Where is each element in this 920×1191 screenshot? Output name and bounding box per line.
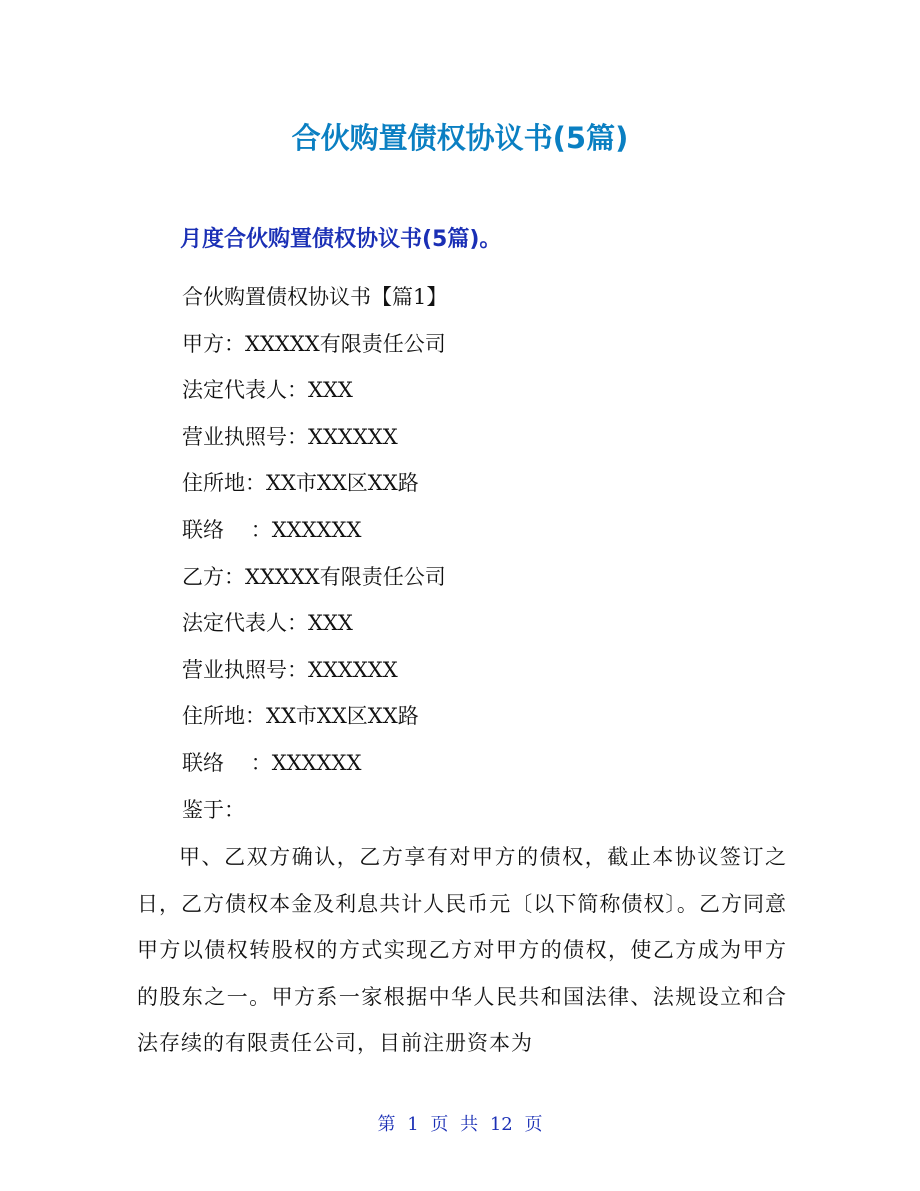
page-number-footer: 第 1 页 共 12 页 — [377, 1114, 543, 1135]
section-heading: 合伙购置债权协议书【篇1】 — [182, 285, 448, 309]
party-a-name: 甲方：XXXXX有限责任公司 — [182, 331, 446, 356]
party-a-address: 住所地：XX市XX区XX路 — [182, 471, 419, 496]
document-title: 合伙购置债权协议书(5篇) — [291, 121, 629, 155]
party-a-contact: 联络 ：XXXXXX — [182, 517, 362, 542]
body-paragraph: 甲、乙双方确认，乙方享有对甲方的债权，截止本协议签订之日，乙方债权本金及利息共计人民币元〔以下简称债权〕。乙方同意甲方以债权转股权的方式实现乙方对甲方的债权，使乙方成为甲方的股东之一。甲方系一家根据中华人民共和国法律、法规设立和合法存续的有限责任公司，目前注册资本为 — [137, 845, 787, 1056]
whereas-label: 鉴于： — [182, 797, 245, 822]
party-a-license-no: 营业执照号：XXXXXX — [182, 424, 398, 449]
party-b-legal-rep: 法定代表人：XXX — [182, 611, 353, 636]
party-a-legal-rep: 法定代表人：XXX — [182, 378, 353, 403]
document-subtitle: 月度合伙购置债权协议书(5篇)。 — [180, 227, 502, 252]
party-b-address: 住所地：XX市XX区XX路 — [182, 704, 419, 729]
party-b-name: 乙方：XXXXX有限责任公司 — [182, 564, 446, 589]
party-info-list — [182, 274, 447, 833]
party-b-contact: 联络 ：XXXXXX — [182, 750, 362, 775]
party-b-license-no: 营业执照号：XXXXXX — [182, 657, 398, 682]
